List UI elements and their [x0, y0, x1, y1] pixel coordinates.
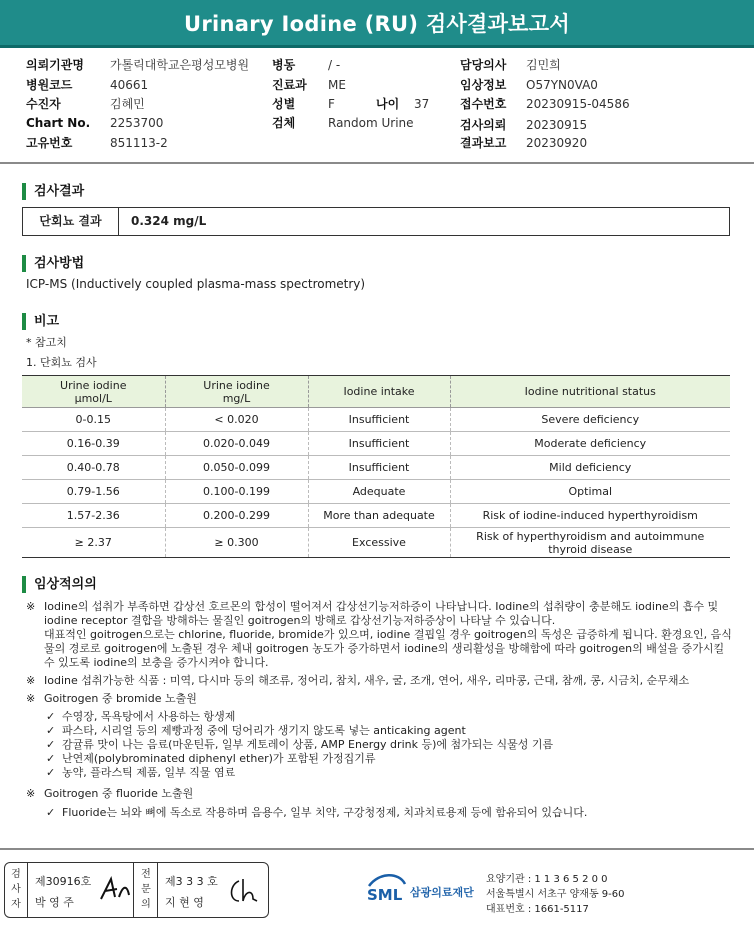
cell-status: Optimal: [450, 480, 730, 504]
check-icon: ✓: [46, 738, 56, 751]
info-sex: [272, 95, 429, 112]
age-value: 37: [414, 97, 430, 111]
ward-value: / -: [328, 58, 341, 72]
report-value: 20230920: [526, 136, 588, 150]
unique-value: 851113-2: [110, 136, 168, 150]
list-item: ✓ 수영장, 목욕탕에서 사용하는 항생제: [46, 710, 236, 723]
header-status: Iodine nutritional status: [450, 376, 730, 408]
clinical-p1: Iodine의 섭취가 부족하면 갑상선 호르몬의 합성이 떨어져서 갑상선기능저하증이 나타납니다. Iodine의 섭취량이 충분해도 iodine의 흡수 및 iodine receptor 결합을 방해하는 물질인 goitrogen의 방해로 갑상선기능저하증상이 나타날 수 있습니다.: [44, 600, 719, 627]
info-hospital: [26, 56, 249, 73]
doctor-value: 김민희: [526, 58, 561, 72]
list-item: ✓ 파스타, 시리얼 등의 제빵과정 중에 덩어리가 생기지 않도록 넣는 anticaking agent: [46, 724, 466, 737]
clinical-p1b: 대표적인 goitrogen으로는 chlorine, fluoride, bromide가 있으며, iodine 결핍일 경우 goitrogen의 독성은 급증하게 됩니다. 환경요인, 음식물의 경로로 goitrogen에 노출된 경우 체내 goitrogen 농도가 증가하면서 iodine의 생리활성을 방해함에 따라 goitrogen의 배설을 증가시킬 수 있도록 iodine의 보충을 증가시켜야 합니다.: [44, 628, 732, 669]
cell-status: Moderate deficiency: [450, 432, 730, 456]
chart-label: Chart No.: [26, 116, 91, 130]
cell-umol: 0.79-1.56: [22, 480, 165, 504]
report-title: Urinary Iodine (RU) 검사결과보고서: [184, 12, 570, 36]
hospital-label: 의뢰기관명: [26, 58, 84, 72]
check-icon: ✓: [46, 806, 56, 819]
cell-umol: 1.57-2.36: [22, 504, 165, 528]
cell-mg: ≥ 0.300: [165, 528, 308, 558]
org-phone: 대표번호 : 1661-5117: [486, 904, 589, 915]
cell-umol: 0.16-0.39: [22, 432, 165, 456]
check-icon: ✓: [46, 724, 56, 737]
receipt-value: 20230915-04586: [526, 97, 630, 111]
list-item: ✓ Fluoride는 뇌와 뼈에 독소로 작용하며 음용수, 일부 치약, 구강청정제, 치과치료용제 등에 함유되어 있습니다.: [46, 806, 588, 819]
dept-value: ME: [328, 78, 346, 92]
chart-value: 2253700: [110, 116, 164, 130]
sub-note: 1. 단회뇨 검사: [26, 356, 97, 369]
list-item: ✓ 난연제(polybrominated diphenyl ether)가 포함된 가정집기류: [46, 752, 376, 765]
specialist-no: 제3 3 3 호: [165, 875, 218, 888]
section-clinical-title: 임상적의의: [22, 576, 97, 593]
header-mg: Urine iodine mg/L: [165, 376, 308, 408]
specialist-name: 지 현 영: [165, 896, 204, 909]
info-recipient: [26, 95, 145, 112]
table-row: [22, 408, 730, 432]
signature-box: [4, 862, 269, 918]
info-chart: [26, 116, 163, 130]
section-method-title: 검사방법: [22, 255, 84, 272]
specialist-signature-icon: [225, 875, 261, 907]
clinical-label: 임상정보: [460, 78, 507, 92]
info-receipt: [460, 95, 630, 112]
report-label: 결과보고: [460, 136, 507, 150]
clinical-p3: Goitrogen 중 bromide 노출원: [44, 692, 197, 705]
clinical-body: [22, 600, 732, 820]
age-label: 나이: [376, 97, 400, 111]
tester-no: 제30916호: [35, 875, 92, 888]
clinical-foods: [22, 674, 732, 688]
sig-divider: [133, 863, 134, 917]
sig-divider: [157, 863, 158, 917]
reference-mark-icon: ※: [26, 600, 36, 613]
sex-value: F: [328, 97, 335, 111]
table-row: [22, 528, 730, 558]
cell-status: Mild deficiency: [450, 456, 730, 480]
reference-mark-icon: ※: [26, 692, 36, 705]
list-item: ✓ 농약, 플라스틱 제품, 일부 직물 염료: [46, 766, 236, 779]
sex-label: 성별: [272, 97, 296, 111]
logo-text: SML: [367, 886, 403, 904]
info-report: [460, 134, 587, 151]
receipt-label: 접수번호: [460, 97, 507, 111]
cell-intake: Insufficient: [308, 432, 450, 456]
section-remarks-title: 비고: [22, 313, 59, 330]
table-row: [22, 432, 730, 456]
cell-intake: Insufficient: [308, 408, 450, 432]
org-name: 삼광의료재단: [410, 886, 474, 899]
info-code: [26, 76, 148, 93]
result-box: [22, 207, 730, 236]
cell-intake: Insufficient: [308, 456, 450, 480]
cell-mg: 0.100-0.199: [165, 480, 308, 504]
info-doctor: [460, 56, 561, 73]
cell-umol: 0.40-0.78: [22, 456, 165, 480]
check-icon: ✓: [46, 710, 56, 723]
clinical-paragraph: [22, 600, 732, 670]
specialist-label: 전문의: [141, 869, 151, 910]
dept-label: 진료과: [272, 78, 307, 92]
cell-status: Risk of iodine-induced hyperthyroidism: [450, 504, 730, 528]
info-request: [460, 116, 587, 133]
reference-table: [22, 375, 730, 558]
footer-divider: [0, 848, 754, 850]
info-dept: [272, 76, 346, 93]
org-address: 서울특별시 서초구 양재동 9-60: [486, 889, 625, 900]
specimen-value: Random Urine: [328, 116, 414, 130]
request-label: 검사의뢰: [460, 118, 507, 132]
sml-logo-icon: [365, 872, 409, 906]
recipient-value: 김혜민: [110, 97, 145, 111]
tester-signature-icon: [97, 875, 133, 905]
table-row: [22, 480, 730, 504]
recipient-label: 수진자: [26, 97, 61, 111]
info-ward: [272, 56, 340, 73]
check-icon: ✓: [46, 752, 56, 765]
cell-mg: 0.020-0.049: [165, 432, 308, 456]
clinical-p2: Iodine 섭취가능한 식품 : 미역, 다시마 등의 해조류, 정어리, 참치, 새우, 굴, 조개, 연어, 새우, 리마콩, 근대, 참깨, 콩, 시금치, 순무채소: [44, 674, 690, 687]
table-header-row: [22, 376, 730, 408]
specimen-label: 검체: [272, 116, 296, 130]
cell-mg: 0.200-0.299: [165, 504, 308, 528]
cell-intake: Adequate: [308, 480, 450, 504]
header-umol: Urine iodine μmol/L: [22, 376, 165, 408]
table-row: [22, 504, 730, 528]
cell-intake: More than adequate: [308, 504, 450, 528]
check-icon: ✓: [46, 766, 56, 779]
ref-note: * 참고치: [26, 336, 67, 349]
cell-mg: 0.050-0.099: [165, 456, 308, 480]
result-value: 0.324 mg/L: [131, 214, 207, 228]
cell-status: Severe deficiency: [450, 408, 730, 432]
sml-logo: [365, 872, 409, 910]
request-value: 20230915: [526, 118, 588, 132]
doctor-label: 담당의사: [460, 58, 507, 72]
clinical-value: O57YN0VA0: [526, 78, 598, 92]
header-divider: [0, 162, 754, 164]
unique-label: 고유번호: [26, 136, 73, 150]
info-clinical: [460, 76, 598, 93]
tester-name: 박 영 주: [35, 896, 74, 909]
result-label: 단회뇨 결과: [23, 208, 119, 235]
cell-status: Risk of hyperthyroidism and autoimmune thyroid disease: [450, 528, 730, 558]
clinical-p4: Goitrogen 중 fluoride 노출원: [44, 787, 194, 800]
list-item: ✓ 감귤류 맛이 나는 음료(마운틴듀, 일부 게토레이 상품, AMP Energy drink 등)에 첨가되는 식물성 기름: [46, 738, 554, 751]
clinical-fluoride: [22, 787, 732, 801]
section-result-title: 검사결과: [22, 183, 84, 200]
info-specimen: [272, 114, 414, 131]
table-row: [22, 456, 730, 480]
cell-intake: Excessive: [308, 528, 450, 558]
clinical-bromide: [22, 692, 732, 706]
tester-label: 검사자: [11, 869, 21, 910]
sig-divider: [27, 863, 28, 917]
cell-umol: 0-0.15: [22, 408, 165, 432]
method-text: ICP-MS (Inductively coupled plasma-mass spectrometry): [26, 277, 366, 291]
org-code: 요양기관 : 1 1 3 6 5 2 0 0: [486, 874, 608, 885]
org-info: [486, 872, 625, 917]
hospital-value: 가톨릭대학교은평성모병원: [110, 58, 250, 72]
cell-umol: ≥ 2.37: [22, 528, 165, 558]
ward-label: 병동: [272, 58, 296, 72]
reference-mark-icon: ※: [26, 787, 36, 800]
code-label: 병원코드: [26, 78, 73, 92]
info-unique: [26, 134, 168, 151]
cell-mg: < 0.020: [165, 408, 308, 432]
header-intake: Iodine intake: [308, 376, 450, 408]
code-value: 40661: [110, 78, 149, 92]
reference-mark-icon: ※: [26, 674, 36, 687]
